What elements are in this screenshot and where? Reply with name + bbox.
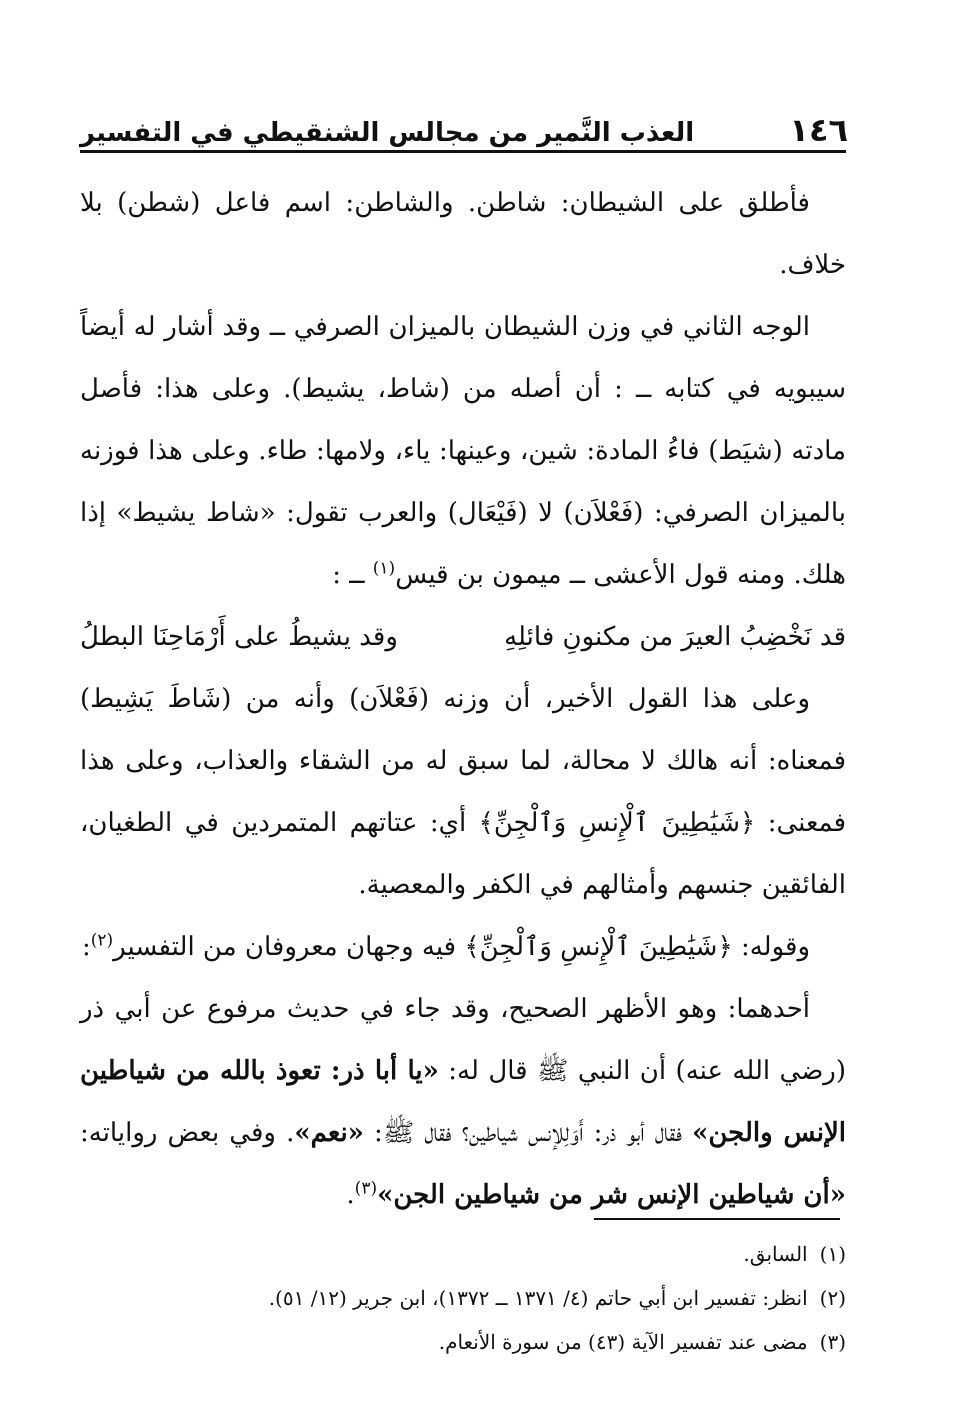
footnote-ref-2[interactable]: (٢) xyxy=(90,930,114,951)
verse-first-hemistich: قد نَخْضِبُ العيرَ من مكنونِ فائلِهِ xyxy=(504,622,846,652)
paragraph-4-text: وقوله: ﴿شَيَٰطِينَ ٱلْإِنسِ وَٱلْجِنِّ﴾ فيه وجهان معروفان من التفسير xyxy=(113,932,810,962)
paragraph-3 xyxy=(80,668,846,916)
paragraph-1-text: فأطلق على الشيطان: شاطن. والشاطن: اسم فاعل (شطن) بلا خلاف. xyxy=(80,188,846,280)
paragraph-2 xyxy=(80,296,846,606)
footnote-number: (٣) xyxy=(819,1330,846,1354)
footnote-1 xyxy=(80,1232,846,1276)
page-body xyxy=(80,172,846,1226)
verse-second-hemistich: وقد يشيطُ على أَرْمَاحِنَا البطلُ xyxy=(80,622,398,652)
page-number: ١٤٦ xyxy=(789,111,848,149)
running-title: العذب النَّمير من مجالس الشنقيطي في التفسير xyxy=(80,118,695,148)
paragraph-5-tail: . xyxy=(346,1180,355,1210)
paragraph-5 xyxy=(80,978,846,1226)
paragraph-2-text: الوجه الثاني في وزن الشيطان بالميزان الصرفي ــ وقد أشار له أيضاً سيبويه في كتابه ــ : أن أصله من (شاط، يشيط). وعلى هذا: فأصل مادته (شيَط) فاءُ المادة: شين، وعينها: ياء، ولامها: طاء. وعلى هذا فوزنه بالميزان الصرفي: (فَعْلاَن) لا (فَيْعَال) والعرب تقول: «شاط يشيط» إذا هلك. ومنه قول الأعشى ــ ميمون بن قيس xyxy=(80,312,846,590)
footnote-text: مضى عند تفسير الآية (٤٣) من سورة الأنعام. xyxy=(438,1330,808,1354)
header-rule xyxy=(80,150,846,153)
poetry-verse xyxy=(80,606,846,668)
footnote-number: (٢) xyxy=(819,1286,846,1310)
footnote-ref-3[interactable]: (٣) xyxy=(354,1178,378,1199)
footnote-separator xyxy=(594,1218,840,1220)
paragraph-5-part-2: فقال أبو ذر: أَوَلِلإنس شياطين؟ فقال ﷺ: xyxy=(363,1118,693,1148)
paragraph-3-text: وعلى هذا القول الأخير، أن وزنه (فَعْلاَن) وأنه من (شَاطَ يَشِيط) فمعناه: أنه هالك لا محالة، لما سبق له من الشقاء والعذاب، وعلى هذا فمعنى: ﴿شَيَٰطِينَ ٱلْإِنسِ وَٱلْجِنِّ﴾ أي: عتاتهم المتمردين في الطغيان، الفائقين جنسهم وأمثالهم في الكفر والمعصية. xyxy=(80,684,846,900)
footnote-text: السابق. xyxy=(743,1242,808,1266)
page-header xyxy=(80,92,848,149)
hadith-quote-2: «نعم» xyxy=(294,1118,364,1148)
footnotes xyxy=(80,1232,846,1364)
footnote-3 xyxy=(80,1320,846,1364)
hadith-quote-1: «يا أبا ذر: تعوذ بالله من شياطين الإنس والجن» xyxy=(80,1056,846,1148)
paragraph-2-tail: ــ : xyxy=(332,560,373,590)
paragraph-4-tail: : xyxy=(81,932,91,962)
paragraph-1 xyxy=(80,172,846,296)
paragraph-4 xyxy=(80,916,846,978)
footnote-2 xyxy=(80,1276,846,1320)
footnote-text: انظر: تفسير ابن أبي حاتم (٤/ ١٣٧١ ــ ١٣٧٢)، ابن جرير (١٢/ ٥١). xyxy=(268,1286,808,1310)
paragraph-5-part-3: . وفي بعض رواياته: xyxy=(80,1118,295,1148)
hadith-quote-3: «أن شياطين الإنس شر من شياطين الجن» xyxy=(377,1180,846,1210)
footnote-number: (١) xyxy=(819,1242,846,1266)
footnote-ref-1[interactable]: (١) xyxy=(372,558,396,579)
paragraph-5-part-1: أحدهما: وهو الأظهر الصحيح، وقد جاء في حديث مرفوع عن أبي ذر (رضي الله عنه) أن النبي ﷺ قال له: xyxy=(80,994,846,1086)
